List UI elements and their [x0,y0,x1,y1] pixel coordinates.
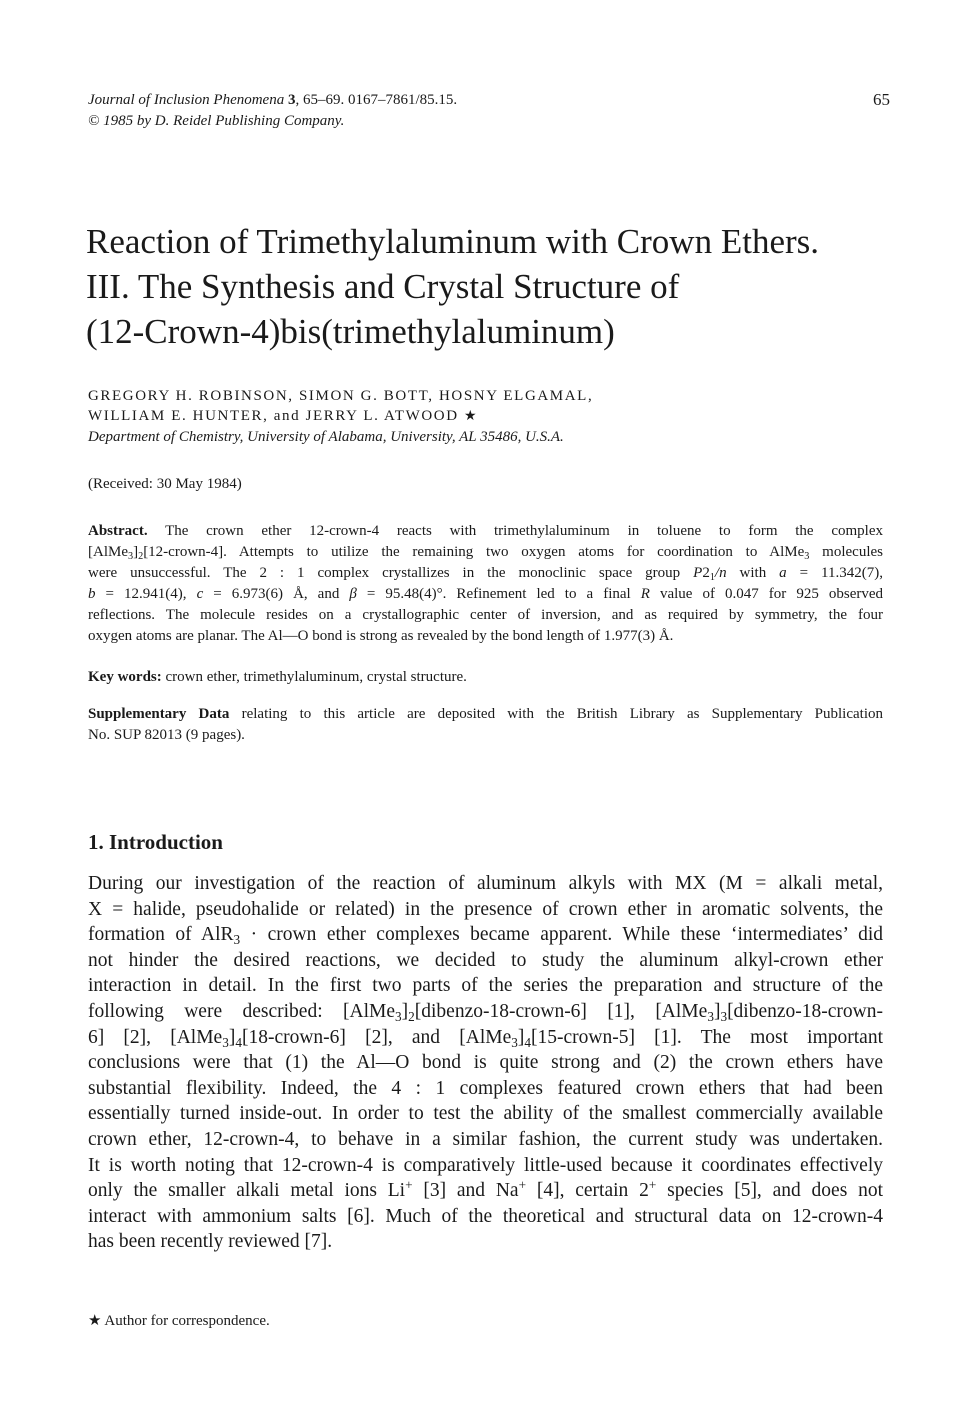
page-number: 65 [873,90,890,109]
title-line: Reaction of Trimethylaluminum with Crown Ethers. [86,222,820,261]
intro-line: It is worth noting that 12-crown-4 is comparatively little-used because it coordinates effectively [88,1154,883,1176]
supplementary-label: Supplementary Data [88,706,230,722]
star-icon: ★ [88,1313,102,1329]
intro-line: During our investigation of the reaction of aluminum alkyls with MX (M = alkali metal, [88,873,883,894]
intro-line: only the smaller alkali metal ions Li+ [3] and Na+ [4], certain 2+ species [5], and does not [88,1177,883,1202]
intro-line: substantial flexibility. Indeed, the 4 : 1 complexes featured crown ethers that had been [88,1077,883,1099]
author-line [88,406,888,427]
keywords-text: crown ether, trimethylaluminum, crystal structure. [161,669,467,685]
abstract [88,521,883,647]
intro-line: X = halide, pseudohalide or related) in the presence of crown ether in aromatic solvents, the [88,898,883,920]
title-line: III. The Synthesis and Crystal Structure of [86,267,680,306]
intro-line: not hinder the desired reactions, we decided to study the aluminum alkyl-crown ether [88,949,883,971]
title-line: (12-Crown-4)bis(trimethylaluminum) [86,312,615,351]
copyright-line: © 1985 by D. Reidel Publishing Company. [88,113,345,129]
running-header [88,90,890,132]
intro-line: interact with ammonium salts [6]. Much of the theoretical and structural data on 12-crown-4 [88,1205,883,1227]
affiliation: Department of Chemistry, University of Alabama, University, AL 35486, U.S.A. [88,429,564,445]
keywords-label: Key words: [88,669,162,685]
intro-line: formation of AlR$_3$ · crown ether complexes became apparent. While these ‘intermediates’ did [88,924,883,948]
intro-line: essentially turned inside-out. In order to test the ability of the smallest commercially available [88,1103,883,1125]
abstract-line: $[AlMe_3]_2[12-crown-4]$. Attempts to utilize the remaining two oxygen atoms for coordination to AlMe$_3$ molecules [88,544,883,563]
author-names: WILLIAM E. HUNTER, and JERRY L. ATWOOD [88,408,459,424]
author-line: GREGORY H. ROBINSON, SIMON G. BOTT, HOSNY ELGAMAL, [88,388,594,404]
supplementary-line: No. SUP 82013 (9 pages). [88,727,245,743]
abstract-line: Abstract. The crown ether 12-crown-4 reacts with trimethylaluminum in toluene to form the complex [88,523,883,539]
section-heading: 1. Introduction [88,830,223,854]
intro-line: conclusions were that (1) the Al—O bond is quite strong and (2) the crown ethers have [88,1052,883,1074]
star-icon: ★ [463,409,477,424]
abstract-line: were unsuccessful. The 2 : 1 complex crystallizes in the monoclinic space group $P2_1/n$ with a = 11.342(7), [88,565,883,584]
footnote-text: Author for correspondence. [101,1313,270,1329]
author-block [88,386,888,447]
citation-line [88,90,890,111]
supplementary-line: Supplementary Data relating to this article are deposited with the British Library as Supplementary Publication [88,706,884,722]
received-date: (Received: 30 May 1984) [88,476,242,492]
journal-name: Journal of Inclusion Phenomena [88,92,285,108]
intro-line: interaction in detail. In the first two parts of the series the preparation and structure of the [88,975,883,997]
supplementary-data [88,704,883,746]
pages-issn: , 65–69. 0167–7861/85.15. [295,92,458,108]
abstract-line: oxygen atoms are planar. The Al—O bond is strong as revealed by the bond length of 1.977(3) Å. [88,628,674,644]
abstract-line: reflections. The molecule resides on a crystallographic center of inversion, and as required by symmetry, the four [88,607,883,623]
intro-line: 6] [2], $[AlMe_3]_4[18-crown-6]$ [2], and $[AlMe_3]_4[15-crown-5]$ [1]. The most important [88,1026,883,1050]
intro-line: crown ether, 12-crown-4, to behave in a similar fashion, the current study was undertaken. [88,1128,883,1150]
intro-line: has been recently reviewed [7]. [88,1231,333,1253]
footnote [88,1311,270,1331]
introduction-paragraph [88,871,883,1255]
abstract-line: b = 12.941(4), c = 6.973(6) Å, and β = 95.48(4)°. Refinement led to a final R value of 0.047 for 925 observed [88,586,884,602]
article-title [86,219,886,354]
volume-number: 3 [287,92,296,108]
abstract-label: Abstract. [88,523,148,539]
intro-line: following were described: $[AlMe_3]_2[dibenzo-18-crown-6]$ [1], $[AlMe_3]_3[dibenzo-18-crown-$ [88,1000,883,1024]
keywords [88,667,467,688]
